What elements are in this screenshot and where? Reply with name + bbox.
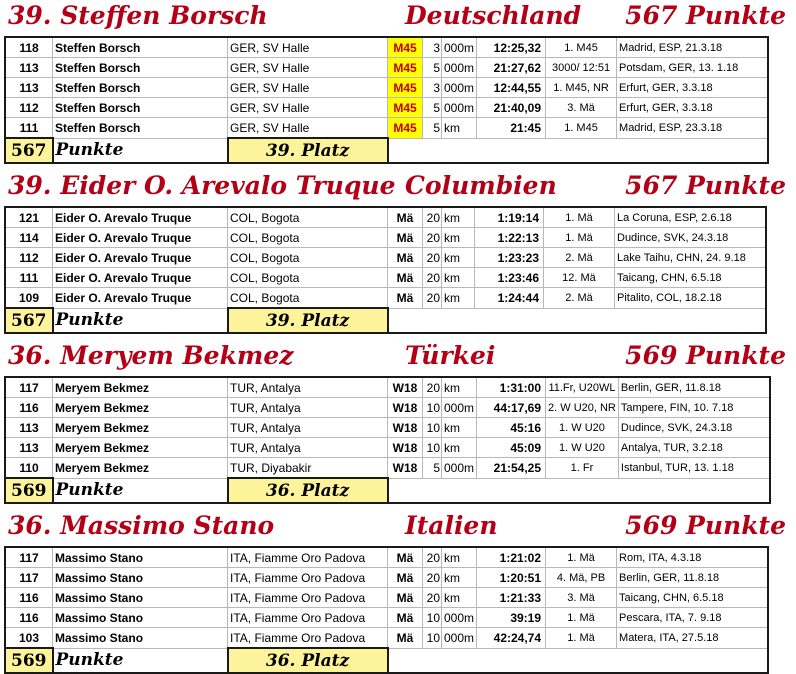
distance-cell: 20 <box>423 377 442 398</box>
summary-row <box>5 308 766 333</box>
results-table <box>4 36 769 164</box>
unit-cell: km <box>442 268 475 288</box>
category-cell: W18 <box>388 458 423 479</box>
name-cell: Eider O. Arevalo Truque <box>53 228 228 248</box>
distance-cell: 10 <box>423 438 442 458</box>
summary-blank <box>388 308 767 333</box>
name-cell: Meryem Bekmez <box>53 418 228 438</box>
name-cell: Steffen Borsch <box>53 78 228 98</box>
points-cell: 116 <box>5 398 53 418</box>
distance-cell: 5 <box>423 58 442 78</box>
country-name: Columbien <box>405 171 557 200</box>
club-cell: GER, SV Halle <box>228 58 388 78</box>
points-cell: 113 <box>5 58 53 78</box>
unit-cell: km <box>442 568 477 588</box>
athlete-block <box>0 170 796 331</box>
time-cell: 45:09 <box>477 438 546 458</box>
points-cell: 118 <box>5 37 53 58</box>
athlete-header <box>0 0 796 32</box>
name-cell: Steffen Borsch <box>53 58 228 78</box>
unit-cell: km <box>442 118 477 139</box>
table-row <box>5 547 768 568</box>
placing-cell: 1. W U20 <box>546 438 619 458</box>
athlete-block <box>0 0 796 161</box>
rank-name: 36. Massimo Stano <box>8 511 275 540</box>
points-cell: 113 <box>5 78 53 98</box>
venue-cell: Istanbul, TUR, 13. 1.18 <box>618 458 770 479</box>
country-name: Italien <box>405 511 498 540</box>
distance-cell: 3 <box>423 37 442 58</box>
unit-cell: 000m <box>442 398 477 418</box>
points-cell: 112 <box>5 248 53 268</box>
placing-cell: 1. W U20 <box>546 418 619 438</box>
points-cell: 116 <box>5 608 53 628</box>
time-cell: 1:22:13 <box>475 228 544 248</box>
name-cell: Meryem Bekmez <box>53 438 228 458</box>
venue-cell: Pitalito, COL, 18.2.18 <box>615 288 767 309</box>
time-cell: 21:40,09 <box>477 98 546 118</box>
name-cell: Meryem Bekmez <box>53 398 228 418</box>
summary-row <box>5 138 768 163</box>
points-cell: 121 <box>5 207 53 228</box>
venue-cell: Potsdam, GER, 13. 1.18 <box>617 58 769 78</box>
placing-cell: 1. Fr <box>546 458 619 479</box>
country-name: Deutschland <box>405 1 582 30</box>
club-cell: ITA, Fiamme Oro Padova <box>228 628 388 649</box>
time-cell: 39:19 <box>477 608 546 628</box>
placing-cell: 3000/ 12:51 <box>546 58 617 78</box>
placing-cell: 1. Mä <box>546 628 617 649</box>
name-cell: Steffen Borsch <box>53 118 228 139</box>
venue-cell: La Coruna, ESP, 2.6.18 <box>615 207 767 228</box>
venue-cell: Erfurt, GER, 3.3.18 <box>617 98 769 118</box>
category-cell: Mä <box>388 268 423 288</box>
name-cell: Meryem Bekmez <box>53 458 228 479</box>
name-cell: Massimo Stano <box>53 628 228 649</box>
time-cell: 45:16 <box>477 418 546 438</box>
points-cell: 110 <box>5 458 53 479</box>
summary-row <box>5 478 770 503</box>
time-cell: 21:54,25 <box>477 458 546 479</box>
table-row <box>5 438 770 458</box>
country-name: Türkei <box>405 341 496 370</box>
table-row <box>5 398 770 418</box>
placing-cell: 1. Mä <box>544 207 615 228</box>
points-cell: 117 <box>5 547 53 568</box>
distance-cell: 20 <box>423 547 442 568</box>
points-cell: 111 <box>5 268 53 288</box>
placing-cell: 1. M45 <box>546 37 617 58</box>
club-cell: TUR, Diyabakir <box>228 458 388 479</box>
distance-cell: 20 <box>423 288 442 309</box>
time-cell: 42:24,74 <box>477 628 546 649</box>
category-cell: Mä <box>388 288 423 309</box>
name-cell: Eider O. Arevalo Truque <box>53 248 228 268</box>
placing-cell: 3. Mä <box>546 588 617 608</box>
table-row <box>5 58 768 78</box>
placing-cell: 1. M45, NR <box>546 78 617 98</box>
unit-cell: km <box>442 207 475 228</box>
unit-cell: 000m <box>442 628 477 649</box>
club-cell: COL, Bogota <box>228 268 388 288</box>
name-cell: Massimo Stano <box>53 547 228 568</box>
unit-cell: km <box>442 438 477 458</box>
summary-blank <box>388 648 769 673</box>
category-cell: Mä <box>388 207 423 228</box>
club-cell: COL, Bogota <box>228 288 388 309</box>
venue-cell: Tampere, FIN, 10. 7.18 <box>618 398 770 418</box>
placing-cell: 1. Mä <box>546 608 617 628</box>
time-cell: 1:21:02 <box>477 547 546 568</box>
club-cell: COL, Bogota <box>228 207 388 228</box>
unit-cell: 000m <box>442 458 477 479</box>
time-cell: 1:21:33 <box>477 588 546 608</box>
venue-cell: Dudince, SVK, 24.3.18 <box>615 228 767 248</box>
distance-cell: 20 <box>423 228 442 248</box>
unit-cell: km <box>442 418 477 438</box>
distance-cell: 10 <box>423 628 442 649</box>
athlete-block <box>0 340 796 501</box>
summary-placement: 36. Platz <box>228 648 388 673</box>
rank-name: 36. Meryem Bekmez <box>8 341 294 370</box>
athlete-header <box>0 340 796 372</box>
category-cell: W18 <box>388 377 423 398</box>
club-cell: COL, Bogota <box>228 228 388 248</box>
points-cell: 116 <box>5 588 53 608</box>
category-cell: M45 <box>388 37 423 58</box>
summary-label: Punkte <box>53 648 228 673</box>
total-points: 567 Punkte <box>625 1 786 30</box>
time-cell: 1:23:46 <box>475 268 544 288</box>
venue-cell: Berlin, GER, 11.8.18 <box>618 377 770 398</box>
venue-cell: Madrid, ESP, 21.3.18 <box>617 37 769 58</box>
unit-cell: km <box>442 228 475 248</box>
placing-cell: 2. W U20, NR <box>546 398 619 418</box>
summary-placement: 39. Platz <box>228 138 388 163</box>
placing-cell: 2. Mä <box>544 248 615 268</box>
rank-name: 39. Eider O. Arevalo Truque <box>8 171 396 200</box>
club-cell: TUR, Antalya <box>228 398 388 418</box>
table-row <box>5 608 768 628</box>
time-cell: 1:20:51 <box>477 568 546 588</box>
name-cell: Meryem Bekmez <box>53 377 228 398</box>
category-cell: W18 <box>388 398 423 418</box>
athlete-block <box>0 510 796 671</box>
points-cell: 113 <box>5 418 53 438</box>
venue-cell: Berlin, GER, 11.8.18 <box>617 568 769 588</box>
venue-cell: Matera, ITA, 27.5.18 <box>617 628 769 649</box>
time-cell: 21:45 <box>477 118 546 139</box>
category-cell: Mä <box>388 228 423 248</box>
venue-cell: Pescara, ITA, 7. 9.18 <box>617 608 769 628</box>
club-cell: GER, SV Halle <box>228 37 388 58</box>
table-row <box>5 78 768 98</box>
summary-points: 567 <box>5 138 53 163</box>
club-cell: GER, SV Halle <box>228 118 388 139</box>
club-cell: ITA, Fiamme Oro Padova <box>228 547 388 568</box>
distance-cell: 20 <box>423 248 442 268</box>
name-cell: Massimo Stano <box>53 568 228 588</box>
summary-label: Punkte <box>53 138 228 163</box>
total-points: 567 Punkte <box>625 171 786 200</box>
distance-cell: 20 <box>423 207 442 228</box>
category-cell: Mä <box>388 568 423 588</box>
athlete-header <box>0 510 796 542</box>
summary-points: 569 <box>5 478 53 503</box>
category-cell: W18 <box>388 438 423 458</box>
unit-cell: km <box>442 248 475 268</box>
name-cell: Eider O. Arevalo Truque <box>53 207 228 228</box>
results-table <box>4 546 769 674</box>
table-row <box>5 98 768 118</box>
placing-cell: 1. Mä <box>546 547 617 568</box>
table-row <box>5 418 770 438</box>
category-cell: M45 <box>388 118 423 139</box>
placing-cell: 3. Mä <box>546 98 617 118</box>
time-cell: 1:31:00 <box>477 377 546 398</box>
distance-cell: 20 <box>423 268 442 288</box>
placing-cell: 1. M45 <box>546 118 617 139</box>
club-cell: TUR, Antalya <box>228 418 388 438</box>
name-cell: Steffen Borsch <box>53 98 228 118</box>
name-cell: Eider O. Arevalo Truque <box>53 288 228 309</box>
points-cell: 111 <box>5 118 53 139</box>
unit-cell: km <box>442 288 475 309</box>
summary-points: 569 <box>5 648 53 673</box>
unit-cell: 000m <box>442 37 477 58</box>
club-cell: ITA, Fiamme Oro Padova <box>228 588 388 608</box>
table-row <box>5 37 768 58</box>
venue-cell: Erfurt, GER, 3.3.18 <box>617 78 769 98</box>
venue-cell: Madrid, ESP, 23.3.18 <box>617 118 769 139</box>
unit-cell: km <box>442 377 477 398</box>
results-table <box>4 376 771 504</box>
summary-blank <box>388 138 769 163</box>
distance-cell: 5 <box>423 118 442 139</box>
summary-placement: 39. Platz <box>228 308 388 333</box>
table-row <box>5 288 766 309</box>
club-cell: ITA, Fiamme Oro Padova <box>228 568 388 588</box>
category-cell: Mä <box>388 248 423 268</box>
points-cell: 113 <box>5 438 53 458</box>
distance-cell: 5 <box>423 98 442 118</box>
time-cell: 12:44,55 <box>477 78 546 98</box>
category-cell: M45 <box>388 78 423 98</box>
summary-row <box>5 648 768 673</box>
table-row <box>5 228 766 248</box>
club-cell: GER, SV Halle <box>228 78 388 98</box>
time-cell: 12:25,32 <box>477 37 546 58</box>
venue-cell: Taicang, CHN, 6.5.18 <box>617 588 769 608</box>
name-cell: Eider O. Arevalo Truque <box>53 268 228 288</box>
time-cell: 21:27,62 <box>477 58 546 78</box>
results-table <box>4 206 767 334</box>
category-cell: Mä <box>388 547 423 568</box>
name-cell: Steffen Borsch <box>53 37 228 58</box>
club-cell: TUR, Antalya <box>228 438 388 458</box>
points-cell: 103 <box>5 628 53 649</box>
club-cell: TUR, Antalya <box>228 377 388 398</box>
distance-cell: 5 <box>423 458 442 479</box>
category-cell: Mä <box>388 588 423 608</box>
table-row <box>5 248 766 268</box>
unit-cell: km <box>442 588 477 608</box>
distance-cell: 20 <box>423 568 442 588</box>
venue-cell: Rom, ITA, 4.3.18 <box>617 547 769 568</box>
distance-cell: 20 <box>423 588 442 608</box>
placing-cell: 12. Mä <box>544 268 615 288</box>
summary-blank <box>388 478 770 503</box>
summary-placement: 36. Platz <box>228 478 388 503</box>
category-cell: Mä <box>388 608 423 628</box>
table-row <box>5 588 768 608</box>
summary-label: Punkte <box>53 478 228 503</box>
time-cell: 1:19:14 <box>475 207 544 228</box>
category-cell: Mä <box>388 628 423 649</box>
table-row <box>5 268 766 288</box>
unit-cell: 000m <box>442 608 477 628</box>
rank-name: 39. Steffen Borsch <box>8 1 268 30</box>
table-row <box>5 568 768 588</box>
category-cell: M45 <box>388 98 423 118</box>
placing-cell: 2. Mä <box>544 288 615 309</box>
unit-cell: 000m <box>442 58 477 78</box>
summary-label: Punkte <box>53 308 228 333</box>
points-cell: 117 <box>5 377 53 398</box>
table-row <box>5 628 768 649</box>
placing-cell: 4. Mä, PB <box>546 568 617 588</box>
time-cell: 44:17,69 <box>477 398 546 418</box>
distance-cell: 10 <box>423 608 442 628</box>
total-points: 569 Punkte <box>625 341 786 370</box>
points-cell: 109 <box>5 288 53 309</box>
summary-points: 567 <box>5 308 53 333</box>
club-cell: COL, Bogota <box>228 248 388 268</box>
table-row <box>5 377 770 398</box>
unit-cell: 000m <box>442 98 477 118</box>
points-cell: 114 <box>5 228 53 248</box>
category-cell: M45 <box>388 58 423 78</box>
distance-cell: 10 <box>423 418 442 438</box>
time-cell: 1:24:44 <box>475 288 544 309</box>
athlete-header <box>0 170 796 202</box>
points-cell: 112 <box>5 98 53 118</box>
name-cell: Massimo Stano <box>53 588 228 608</box>
venue-cell: Antalya, TUR, 3.2.18 <box>618 438 770 458</box>
category-cell: W18 <box>388 418 423 438</box>
unit-cell: 000m <box>442 78 477 98</box>
table-row <box>5 118 768 139</box>
name-cell: Massimo Stano <box>53 608 228 628</box>
club-cell: ITA, Fiamme Oro Padova <box>228 608 388 628</box>
table-row <box>5 207 766 228</box>
placing-cell: 11.Fr, U20WL <box>546 377 619 398</box>
venue-cell: Lake Taihu, CHN, 24. 9.18 <box>615 248 767 268</box>
time-cell: 1:23:23 <box>475 248 544 268</box>
placing-cell: 1. Mä <box>544 228 615 248</box>
venue-cell: Taicang, CHN, 6.5.18 <box>615 268 767 288</box>
table-row <box>5 458 770 479</box>
distance-cell: 10 <box>423 398 442 418</box>
venue-cell: Dudince, SVK, 24.3.18 <box>618 418 770 438</box>
points-cell: 117 <box>5 568 53 588</box>
distance-cell: 3 <box>423 78 442 98</box>
total-points: 569 Punkte <box>625 511 786 540</box>
club-cell: GER, SV Halle <box>228 98 388 118</box>
unit-cell: km <box>442 547 477 568</box>
